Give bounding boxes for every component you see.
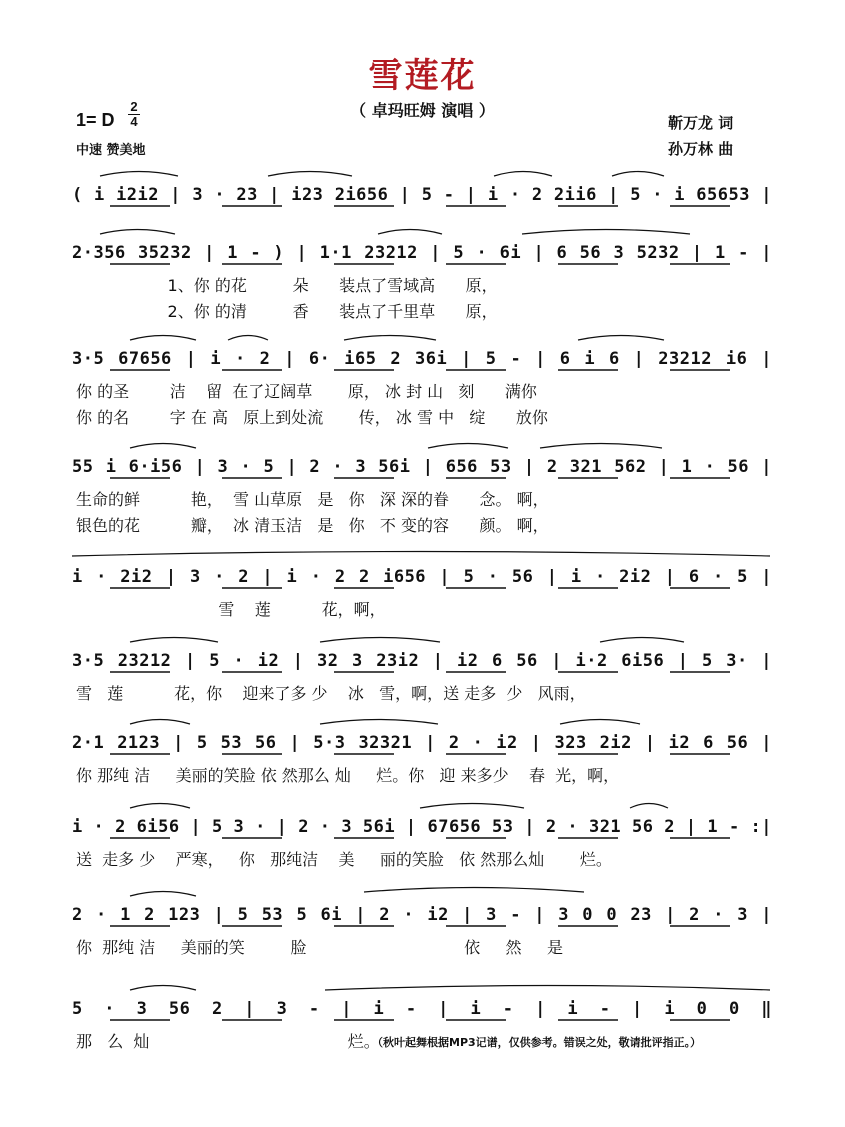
slur-mark xyxy=(320,720,438,725)
music-row-8: i · 2 6i56 | 5 3 · | 2 · 3 56i | 67656 53 | 2 · 321 56 2 | 1 - :| xyxy=(72,817,772,837)
slur-mark xyxy=(130,804,190,809)
singer-credit: （ 卓玛旺姆 演唱 ） xyxy=(350,101,495,120)
lyric-line-2-2: 2、你 的清 香 装点了千里草 原， xyxy=(76,302,498,321)
music-row-1: ( i i2i2 | 3 · 23 | i23 2i656 | 5 - | i · 2 2ii6 | 5 · i 65653 | xyxy=(72,185,772,205)
key-signature: 1= D xyxy=(76,110,115,130)
lyric-line-2-1: 1、你 的花 朵 装点了雪域高 原， xyxy=(76,276,498,295)
lyric-line-7-1: 你 那纯 洁 美丽的笑脸 依 然那么 灿 烂。你 迎 来多少 春 光，啊， xyxy=(76,766,620,785)
slur-mark xyxy=(428,444,508,449)
lyricist-credit: 靳万龙 词 xyxy=(668,114,734,132)
slur-mark xyxy=(540,444,662,449)
slur-mark xyxy=(560,720,640,725)
slur-mark xyxy=(130,892,196,897)
slur-mark xyxy=(130,720,190,725)
slur-mark xyxy=(494,172,552,177)
tempo-marking: 中速 赞美地 xyxy=(76,143,146,158)
slur-mark xyxy=(364,888,584,893)
slur-mark xyxy=(344,336,436,341)
slur-mark xyxy=(600,638,684,643)
music-row-10: 5 · 3 56 2 | 3 - | i - | i - | i - | i 0 0 ‖ xyxy=(72,999,772,1019)
time-bottom: 4 xyxy=(130,114,138,129)
slur-mark xyxy=(420,804,524,809)
music-row-3: 3·5 67656 | i · 2 | 6· i65 2 36i | 5 - | 6 i 6 | 23212 i6 | xyxy=(72,349,772,369)
composer-credit: 孙万林 曲 xyxy=(668,140,734,158)
music-row-6: 3·5 23212 | 5 · i2 | 32 3 23i2 | i2 6 56 | i·2 6i56 | 5 3· | xyxy=(72,651,772,671)
slur-mark xyxy=(268,172,352,177)
music-row-9: 2 · 1 2 123 | 5 53 5 6i | 2 · i2 | 3 - | 3 0 0 23 | 2 · 3 | xyxy=(72,905,772,925)
slur-mark xyxy=(130,986,196,991)
music-row-2: 2·356 35232 | 1 - ) | 1·1 23212 | 5 · 6i | 6 56 3 5232 | 1 - | xyxy=(72,243,772,263)
lyric-line-4-1: 生命的鲜 艳， 雪 山草原 是 你 深 深的眷 念。 啊， xyxy=(76,490,549,509)
slur-mark xyxy=(130,336,196,341)
slur-mark xyxy=(578,336,664,341)
slur-mark xyxy=(378,230,442,235)
slur-mark xyxy=(612,172,664,177)
slur-mark xyxy=(130,444,196,449)
music-row-5: i · 2i2 | 3 · 2 | i · 2 2 i656 | 5 · 56 | i · 2i2 | 6 · 5 | xyxy=(72,567,772,587)
song-title: 雪莲花 xyxy=(368,56,477,96)
lyric-line-6-1: 雪 莲 花，你 迎来了多 少 冰 雪，啊，送 走多 少 风雨， xyxy=(76,684,586,703)
lyric-line-9-1: 你 那纯 洁 美丽的笑 脸 依 然 是 xyxy=(76,938,563,957)
lyric-line-8-1: 送 走多 少 严寒， 你 那纯洁 美 丽的笑脸 依 然那么灿 烂。 xyxy=(76,850,612,869)
time-top: 2 xyxy=(130,99,138,114)
music-row-7: 2·1 2123 | 5 53 56 | 5·3 32321 | 2 · i2 | 323 2i2 | i2 6 56 | xyxy=(72,733,772,753)
slur-mark xyxy=(320,638,440,643)
slur-mark xyxy=(100,172,178,177)
lyric-line-3-2: 你 的名 字 在 高 原上到处流 传， 冰 雪 中 绽 放你 xyxy=(76,408,548,427)
slur-mark xyxy=(100,230,175,235)
slur-mark xyxy=(130,638,218,643)
slur-mark xyxy=(630,804,668,809)
lyric-line-3-1: 你 的圣 洁 留 在了辽阔草 原， 冰 封 山 刻 满你 xyxy=(76,382,537,401)
lyric-line-10-1: 那 么 灿 烂。 xyxy=(76,1032,380,1051)
slur-mark xyxy=(325,986,770,991)
footnote: （秋叶起舞根据MP3记谱，仅供参考。错误之处，敬请批评指正。） xyxy=(372,1036,702,1049)
slur-mark xyxy=(228,336,268,341)
music-row-4: 55 i 6·i56 | 3 · 5 | 2 · 3 56i | 656 53 | 2 321 562 | 1 · 56 | xyxy=(72,457,772,477)
lyric-line-5-1: 雪 莲 花，啊， xyxy=(76,600,386,619)
slur-mark xyxy=(522,230,690,235)
lyric-line-4-2: 银色的花 瓣， 冰 清玉洁 是 你 不 变的容 颜。 啊， xyxy=(76,516,549,535)
slur-mark xyxy=(72,552,770,557)
